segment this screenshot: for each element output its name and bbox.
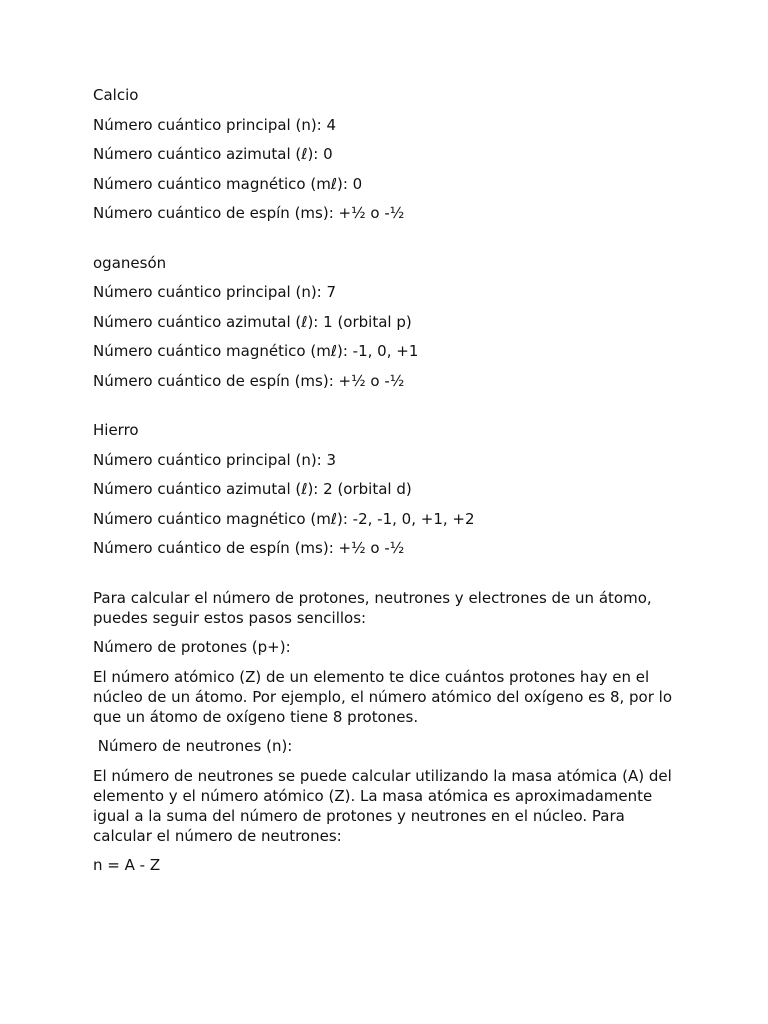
- quantum-number-line: Número cuántico de espín (ms): +½ o -½: [93, 204, 405, 222]
- section-hierro: [93, 420, 683, 558]
- element-name: Calcio: [93, 86, 139, 104]
- intro-paragraph: Para calcular el número de protones, neutrones y electrones de un átomo, puedes seguir estos pasos sencillos:: [93, 588, 652, 627]
- quantum-number-line: Número cuántico de espín (ms): +½ o -½: [93, 371, 405, 390]
- protons-heading: Número de protones (p+):: [93, 638, 291, 656]
- quantum-number-line: Número cuántico azimutal (ℓ): 1 (orbital p): [93, 312, 412, 331]
- quantum-number-line: Número cuántico principal (n): 7: [93, 283, 337, 301]
- element-name: oganesón: [93, 253, 167, 272]
- neutron-formula: n = A - Z: [93, 856, 161, 874]
- element-name: Hierro: [93, 421, 139, 439]
- quantum-number-line: Número cuántico de espín (ms): +½ o -½: [93, 539, 405, 557]
- neutrons-paragraph: El número de neutrones se puede calcular utilizando la masa atómica (A) del elemento y el número atómico (Z). La masa atómica es aproximadamente igual a la suma del número de protones y neutrones en el núcleo. Para calcular el número de neutrones:: [93, 766, 672, 845]
- neutrons-heading: Número de neutrones (n):: [93, 737, 293, 755]
- quantum-number-line: Número cuántico magnético (mℓ): -1, 0, +1: [93, 342, 419, 360]
- quantum-number-line: Número cuántico azimutal (ℓ): 2 (orbital d): [93, 480, 412, 498]
- section-spacer: [93, 568, 683, 588]
- section-calcio: [93, 85, 683, 223]
- explanation-section: [93, 588, 683, 876]
- section-oganeson: [93, 253, 683, 391]
- section-spacer: [93, 400, 683, 420]
- document-page: [93, 85, 683, 885]
- section-spacer: [93, 233, 683, 253]
- quantum-number-line: Número cuántico magnético (mℓ): -2, -1, 0, +1, +2: [93, 509, 475, 528]
- quantum-number-line: Número cuántico principal (n): 4: [93, 115, 337, 134]
- quantum-number-line: Número cuántico magnético (mℓ): 0: [93, 174, 363, 193]
- quantum-number-line: Número cuántico azimutal (ℓ): 0: [93, 145, 333, 163]
- protons-paragraph: El número atómico (Z) de un elemento te dice cuántos protones hay en el núcleo de un átomo. Por ejemplo, el número atómico del oxígeno es 8, por lo que un átomo de oxígeno tiene 8 protones.: [93, 667, 673, 726]
- quantum-number-line: Número cuántico principal (n): 3: [93, 450, 337, 469]
